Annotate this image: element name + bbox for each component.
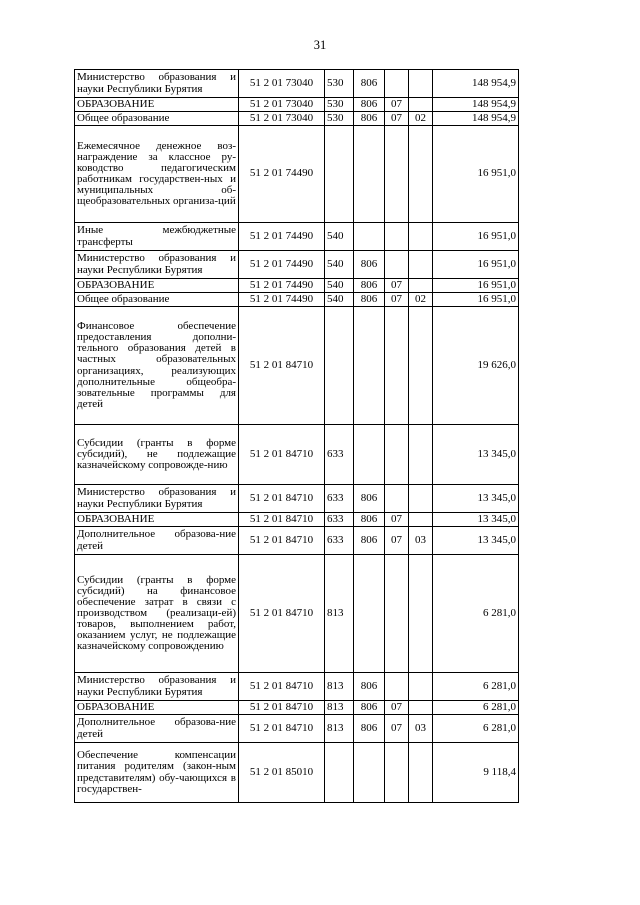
row-target-article-cell: 51 2 01 84710	[239, 485, 325, 513]
row-subsection-cell	[409, 673, 433, 701]
row-amount-cell: 6 281,0	[433, 555, 519, 673]
row-subsection-cell	[409, 425, 433, 485]
row-amount-cell: 6 281,0	[433, 715, 519, 743]
row-department-code-cell: 806	[354, 98, 385, 112]
row-target-article-cell: 51 2 01 73040	[239, 70, 325, 98]
page-number: 31	[313, 38, 327, 52]
row-amount-cell: 9 118,4	[433, 743, 519, 803]
row-section-cell: 07	[385, 715, 409, 743]
row-amount-cell: 19 626,0	[433, 307, 519, 425]
row-target-article-cell: 51 2 01 73040	[239, 98, 325, 112]
row-department-code-cell: 806	[354, 485, 385, 513]
row-section-cell	[385, 485, 409, 513]
row-expense-type-cell: 633	[325, 527, 354, 555]
row-subsection-cell	[409, 279, 433, 293]
row-subsection-cell	[409, 126, 433, 223]
row-target-article-cell: 51 2 01 84710	[239, 673, 325, 701]
row-target-article-cell: 51 2 01 74490	[239, 223, 325, 251]
row-expense-type-cell: 540	[325, 251, 354, 279]
row-section-cell	[385, 223, 409, 251]
row-amount-cell: 16 951,0	[433, 279, 519, 293]
row-section-cell: 07	[385, 279, 409, 293]
row-expense-type-cell: 813	[325, 555, 354, 673]
row-expense-type-cell: 530	[325, 70, 354, 98]
row-expense-type-cell: 633	[325, 425, 354, 485]
row-department-code-cell: 806	[354, 673, 385, 701]
table-row	[75, 743, 519, 803]
row-subsection-cell	[409, 701, 433, 715]
row-target-article-cell: 51 2 01 84710	[239, 701, 325, 715]
row-subsection-cell	[409, 485, 433, 513]
row-section-cell	[385, 70, 409, 98]
row-section-cell	[385, 251, 409, 279]
table-row	[75, 223, 519, 251]
row-expense-type-cell	[325, 307, 354, 425]
row-name-cell: Общее образование	[75, 293, 239, 307]
row-subsection-cell	[409, 70, 433, 98]
row-amount-cell: 16 951,0	[433, 293, 519, 307]
row-expense-type-cell: 540	[325, 223, 354, 251]
table-row	[75, 307, 519, 425]
row-section-cell	[385, 555, 409, 673]
row-expense-type-cell: 633	[325, 513, 354, 527]
row-department-code-cell	[354, 223, 385, 251]
row-expense-type-cell: 633	[325, 485, 354, 513]
row-department-code-cell: 806	[354, 513, 385, 527]
table-row	[75, 513, 519, 527]
row-department-code-cell	[354, 555, 385, 673]
row-expense-type-cell: 813	[325, 715, 354, 743]
row-department-code-cell: 806	[354, 251, 385, 279]
row-name-cell: Министерство образования и науки Республики Бурятия	[75, 485, 239, 513]
row-target-article-cell: 51 2 01 74490	[239, 279, 325, 293]
row-target-article-cell: 51 2 01 74490	[239, 251, 325, 279]
row-target-article-cell: 51 2 01 73040	[239, 112, 325, 126]
row-amount-cell: 16 951,0	[433, 251, 519, 279]
row-expense-type-cell: 813	[325, 701, 354, 715]
row-department-code-cell: 806	[354, 715, 385, 743]
row-expense-type-cell: 530	[325, 98, 354, 112]
row-target-article-cell: 51 2 01 84710	[239, 715, 325, 743]
row-subsection-cell	[409, 223, 433, 251]
row-department-code-cell: 806	[354, 293, 385, 307]
row-department-code-cell	[354, 126, 385, 223]
row-expense-type-cell: 540	[325, 279, 354, 293]
row-section-cell: 07	[385, 513, 409, 527]
row-name-cell: Финансовое обеспечение предоставления дополни-тельного образования детей в частных образовательных организациях, реализующих дополнительные общеобра-зовательные программы для детей	[75, 307, 239, 425]
row-amount-cell: 13 345,0	[433, 425, 519, 485]
row-amount-cell: 148 954,9	[433, 98, 519, 112]
row-name-cell: Министерство образования и науки Республики Бурятия	[75, 673, 239, 701]
table-row	[75, 673, 519, 701]
row-department-code-cell: 806	[354, 701, 385, 715]
row-name-cell: Дополнительное образова-ние детей	[75, 715, 239, 743]
row-department-code-cell: 806	[354, 70, 385, 98]
row-name-cell: Общее образование	[75, 112, 239, 126]
row-name-cell: ОБРАЗОВАНИЕ	[75, 701, 239, 715]
row-amount-cell: 148 954,9	[433, 112, 519, 126]
row-subsection-cell	[409, 513, 433, 527]
row-amount-cell: 13 345,0	[433, 485, 519, 513]
row-subsection-cell: 03	[409, 715, 433, 743]
row-section-cell: 07	[385, 527, 409, 555]
table-row	[75, 527, 519, 555]
row-amount-cell: 6 281,0	[433, 673, 519, 701]
row-name-cell: ОБРАЗОВАНИЕ	[75, 513, 239, 527]
row-subsection-cell	[409, 98, 433, 112]
row-target-article-cell: 51 2 01 84710	[239, 555, 325, 673]
row-subsection-cell	[409, 743, 433, 803]
row-department-code-cell	[354, 743, 385, 803]
table-row	[75, 70, 519, 98]
row-name-cell: Иные межбюджетные трансферты	[75, 223, 239, 251]
row-target-article-cell: 51 2 01 74490	[239, 293, 325, 307]
row-amount-cell: 16 951,0	[433, 223, 519, 251]
table-row	[75, 701, 519, 715]
row-expense-type-cell	[325, 126, 354, 223]
table-body	[75, 70, 519, 803]
row-section-cell: 07	[385, 98, 409, 112]
row-amount-cell: 16 951,0	[433, 126, 519, 223]
row-subsection-cell: 02	[409, 112, 433, 126]
row-subsection-cell	[409, 307, 433, 425]
row-subsection-cell: 03	[409, 527, 433, 555]
row-amount-cell: 13 345,0	[433, 513, 519, 527]
row-expense-type-cell	[325, 743, 354, 803]
row-name-cell: Министерство образования и науки Республики Бурятия	[75, 251, 239, 279]
row-section-cell: 07	[385, 293, 409, 307]
row-target-article-cell: 51 2 01 74490	[239, 126, 325, 223]
row-subsection-cell	[409, 555, 433, 673]
row-name-cell: Министерство образования и науки Республики Бурятия	[75, 70, 239, 98]
table-row	[75, 279, 519, 293]
row-target-article-cell: 51 2 01 84710	[239, 513, 325, 527]
row-name-cell: ОБРАЗОВАНИЕ	[75, 98, 239, 112]
row-department-code-cell: 806	[354, 112, 385, 126]
table-row	[75, 293, 519, 307]
table-row	[75, 98, 519, 112]
row-subsection-cell: 02	[409, 293, 433, 307]
row-amount-cell: 148 954,9	[433, 70, 519, 98]
table-row	[75, 251, 519, 279]
row-section-cell	[385, 307, 409, 425]
row-target-article-cell: 51 2 01 84710	[239, 307, 325, 425]
row-amount-cell: 6 281,0	[433, 701, 519, 715]
row-expense-type-cell: 540	[325, 293, 354, 307]
row-department-code-cell	[354, 425, 385, 485]
row-section-cell	[385, 673, 409, 701]
row-section-cell: 07	[385, 701, 409, 715]
row-expense-type-cell: 813	[325, 673, 354, 701]
row-section-cell	[385, 743, 409, 803]
row-department-code-cell: 806	[354, 279, 385, 293]
row-section-cell	[385, 126, 409, 223]
row-target-article-cell: 51 2 01 84710	[239, 527, 325, 555]
row-target-article-cell: 51 2 01 84710	[239, 425, 325, 485]
row-section-cell: 07	[385, 112, 409, 126]
table-row	[75, 126, 519, 223]
row-name-cell: Ежемесячное денежное воз-награждение за классное ру-ководство педагогическим работникам государствен-ных и муниципальных об-щеобразовательных организа-ций	[75, 126, 239, 223]
table-row	[75, 112, 519, 126]
row-name-cell: ОБРАЗОВАНИЕ	[75, 279, 239, 293]
row-subsection-cell	[409, 251, 433, 279]
row-section-cell	[385, 425, 409, 485]
row-name-cell: Субсидии (гранты в форме субсидий) на финансовое обеспечение затрат в связи с производством (реализаци-ей) товаров, выполнением работ, оказанием услуг, не подлежащие казначейскому сопровождению	[75, 555, 239, 673]
table-row	[75, 425, 519, 485]
row-name-cell: Субсидии (гранты в форме субсидий), не подлежащие казначейскому сопровожде-нию	[75, 425, 239, 485]
table-row	[75, 715, 519, 743]
row-expense-type-cell: 530	[325, 112, 354, 126]
row-name-cell: Обеспечение компенсации питания родителям (закон-ным представителям) обу-чающихся в государствен-	[75, 743, 239, 803]
row-target-article-cell: 51 2 01 85010	[239, 743, 325, 803]
row-department-code-cell: 806	[354, 527, 385, 555]
row-name-cell: Дополнительное образова-ние детей	[75, 527, 239, 555]
budget-table	[74, 69, 519, 803]
row-department-code-cell	[354, 307, 385, 425]
table-row	[75, 485, 519, 513]
row-amount-cell: 13 345,0	[433, 527, 519, 555]
table-row	[75, 555, 519, 673]
